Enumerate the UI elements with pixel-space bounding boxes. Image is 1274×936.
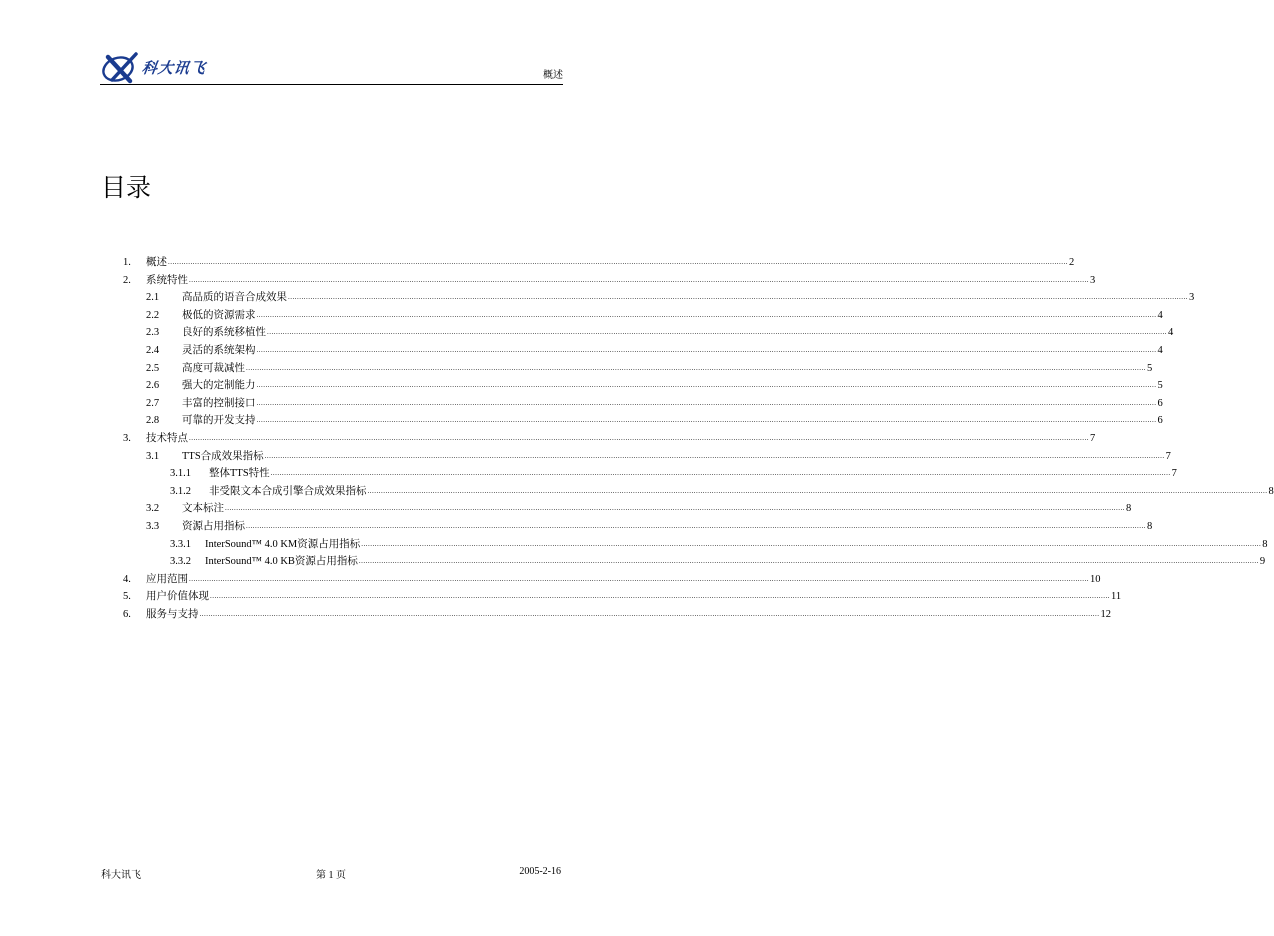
toc-leader-dots: ................................................................................................................................................................................................................................................................................................................................................................................................................ (189, 433, 1089, 442)
toc-entry-page: 12 (1100, 608, 1111, 620)
toc-entry-title: 极低的资源需求 (182, 307, 257, 325)
toc-entry[interactable] (0, 254, 1075, 272)
toc-entry-number: 3.3.2 (170, 556, 191, 568)
toc-leader-dots: ................................................................................................................................................................................................................................................................................................................................................................................................................ (256, 345, 1157, 354)
toc-entry-number: 2.4 (146, 344, 160, 356)
toc-entry-number: 3.1.1 (170, 468, 191, 480)
toc-entry-number: 3.3.1 (170, 538, 191, 550)
toc-entry-title: 资源占用指标 (182, 518, 246, 536)
toc-leader-dots: ................................................................................................................................................................................................................................................................................................................................................................................................................ (270, 469, 1171, 478)
toc-leader-dots: ................................................................................................................................................................................................................................................................................................................................................................................................................ (264, 451, 1165, 460)
toc-entry-title: 技术特点 (146, 430, 189, 448)
toc-entry-number: 2. (123, 274, 131, 286)
toc-entry[interactable] (0, 395, 1163, 413)
toc-entry[interactable] (0, 606, 1111, 624)
toc-entry-title: 非受限文本合成引擎合成效果指标 (209, 483, 368, 501)
toc-entry-number: 2.3 (146, 327, 160, 339)
toc-entry-number: 2.6 (146, 380, 160, 392)
toc-entry-page: 5 (1157, 380, 1163, 392)
toc-entry-title: 系统特性 (146, 272, 189, 290)
toc-entry-page: 2 (1069, 257, 1075, 268)
toc-leader-dots: ................................................................................................................................................................................................................................................................................................................................................................................................................ (225, 504, 1125, 513)
toc-leader-dots: ................................................................................................................................................................................................................................................................................................................................................................................................................ (168, 258, 1068, 266)
toc-entry[interactable] (0, 272, 1096, 290)
footer-page-number: 第 1 页 (316, 870, 346, 881)
toc-entry[interactable] (0, 500, 1132, 518)
toc-leader-dots: ................................................................................................................................................................................................................................................................................................................................................................................................................ (267, 328, 1167, 337)
toc-entry-number: 5. (123, 591, 131, 603)
toc-entry-page: 7 (1165, 450, 1171, 462)
toc-leader-dots: ................................................................................................................................................................................................................................................................................................................................................................................................................ (361, 539, 1262, 548)
toc-leader-dots: ................................................................................................................................................................................................................................................................................................................................................................................................................ (210, 592, 1110, 601)
toc-entry-title: 强大的定制能力 (182, 377, 257, 395)
toc-leader-dots: ................................................................................................................................................................................................................................................................................................................................................................................................................ (256, 416, 1157, 425)
toc-entry-page: 5 (1147, 362, 1153, 374)
toc-entry[interactable] (0, 588, 1122, 606)
toc-entry-number: 2.5 (146, 362, 160, 374)
toc-entry-title: 用户价值体现 (146, 588, 210, 606)
toc-entry-number: 3.1 (146, 450, 160, 462)
toc-entry[interactable] (0, 342, 1163, 360)
toc-entry-title: 丰富的控制接口 (182, 395, 257, 413)
toc-leader-dots: ................................................................................................................................................................................................................................................................................................................................................................................................................ (256, 398, 1157, 407)
toc-entry[interactable] (0, 430, 1096, 448)
toc-entry-number: 4. (123, 573, 131, 585)
toc-entry-title: 服务与支持 (146, 606, 200, 624)
header-section-title: 概述 (543, 70, 563, 81)
toc-entry-title: 高度可裁减性 (182, 360, 246, 378)
toc-entry-title: 可靠的开发支持 (182, 412, 257, 430)
toc-entry-page: 10 (1090, 573, 1101, 585)
toc-entry-page: 6 (1157, 415, 1163, 427)
toc-entry-page: 8 (1262, 538, 1268, 550)
toc-entry-page: 4 (1168, 327, 1174, 339)
toc-leader-dots: ................................................................................................................................................................................................................................................................................................................................................................................................................ (189, 275, 1089, 284)
toc-entry[interactable] (0, 553, 1266, 571)
toc-entry-number: 2.7 (146, 397, 160, 409)
toc-entry-page: 3 (1189, 292, 1195, 304)
toc-entry-title: InterSound™ 4.0 KM资源占用指标 (205, 536, 361, 554)
logo-text: 科大讯飞 (140, 58, 208, 77)
toc-leader-dots: ................................................................................................................................................................................................................................................................................................................................................................................................................ (256, 310, 1157, 319)
footer-date: 2005-2-16 (519, 866, 561, 877)
toc-entry[interactable] (0, 465, 1177, 483)
toc-entry-number: 2.8 (146, 415, 160, 427)
toc-leader-dots: ................................................................................................................................................................................................................................................................................................................................................................................................................ (199, 609, 1100, 618)
toc-leader-dots: ................................................................................................................................................................................................................................................................................................................................................................................................................ (288, 293, 1188, 302)
toc-entry-title: 应用范围 (146, 571, 189, 589)
toc-entry-number: 1. (123, 257, 131, 268)
toc-entry[interactable] (0, 307, 1163, 325)
toc-leader-dots: ................................................................................................................................................................................................................................................................................................................................................................................................................ (256, 381, 1157, 390)
toc-entry[interactable] (0, 571, 1101, 589)
toc-entry[interactable] (0, 483, 1274, 501)
toc-entry-page: 6 (1157, 397, 1163, 409)
toc-entry[interactable] (0, 412, 1163, 430)
page-header (100, 50, 563, 85)
toc-entry-page: 8 (1126, 503, 1132, 515)
toc-leader-dots: ................................................................................................................................................................................................................................................................................................................................................................................................................ (358, 557, 1259, 566)
toc-leader-dots: ................................................................................................................................................................................................................................................................................................................................................................................................................ (246, 521, 1146, 530)
toc-entry-page: 4 (1157, 344, 1163, 356)
toc-entry-number: 3.1.2 (170, 485, 191, 497)
toc-entry-number: 2.1 (146, 292, 160, 304)
toc-entry-title: InterSound™ 4.0 KB资源占用指标 (205, 553, 359, 571)
toc-entry-title: TTS合成效果指标 (182, 448, 265, 466)
toc-entry-number: 3. (123, 432, 131, 444)
footer-company: 科大讯飞 (101, 870, 141, 881)
toc-entry[interactable] (0, 360, 1153, 378)
toc-entry-page: 7 (1171, 468, 1177, 480)
toc-leader-dots: ................................................................................................................................................................................................................................................................................................................................................................................................................ (189, 574, 1089, 583)
toc-entry-page: 9 (1259, 556, 1266, 568)
company-logo (100, 50, 206, 84)
toc-title: 目录 (101, 173, 152, 202)
toc-entry-title: 良好的系统移植性 (182, 324, 267, 342)
toc-entry-page: 11 (1111, 591, 1122, 603)
toc-entry[interactable] (0, 289, 1195, 307)
toc-entry-title: 文本标注 (182, 500, 225, 518)
toc-entry-number: 6. (123, 608, 131, 620)
toc-leader-dots: ................................................................................................................................................................................................................................................................................................................................................................................................................ (367, 486, 1268, 495)
toc-entry-title: 概述 (146, 254, 168, 272)
toc-entry-page: 8 (1268, 485, 1274, 497)
toc-entry-title: 高品质的语音合成效果 (182, 289, 288, 307)
toc-entry[interactable] (0, 377, 1163, 395)
toc-entry-number: 3.2 (146, 503, 160, 515)
toc-entry-title: 灵活的系统架构 (182, 342, 257, 360)
table-of-contents (0, 254, 1274, 623)
toc-leader-dots: ................................................................................................................................................................................................................................................................................................................................................................................................................ (246, 363, 1146, 372)
toc-entry-page: 8 (1147, 520, 1153, 532)
toc-entry-page: 7 (1090, 432, 1096, 444)
iflytek-logo-icon (100, 51, 140, 83)
toc-entry[interactable] (0, 448, 1171, 466)
toc-entry[interactable] (0, 536, 1268, 554)
toc-entry-page: 3 (1090, 274, 1096, 286)
toc-entry[interactable] (0, 518, 1153, 536)
toc-entry-number: 2.2 (146, 309, 160, 321)
toc-entry[interactable] (0, 324, 1174, 342)
toc-entry-title: 整体TTS特性 (209, 465, 271, 483)
toc-entry-number: 3.3 (146, 520, 160, 532)
toc-entry-page: 4 (1157, 309, 1163, 321)
